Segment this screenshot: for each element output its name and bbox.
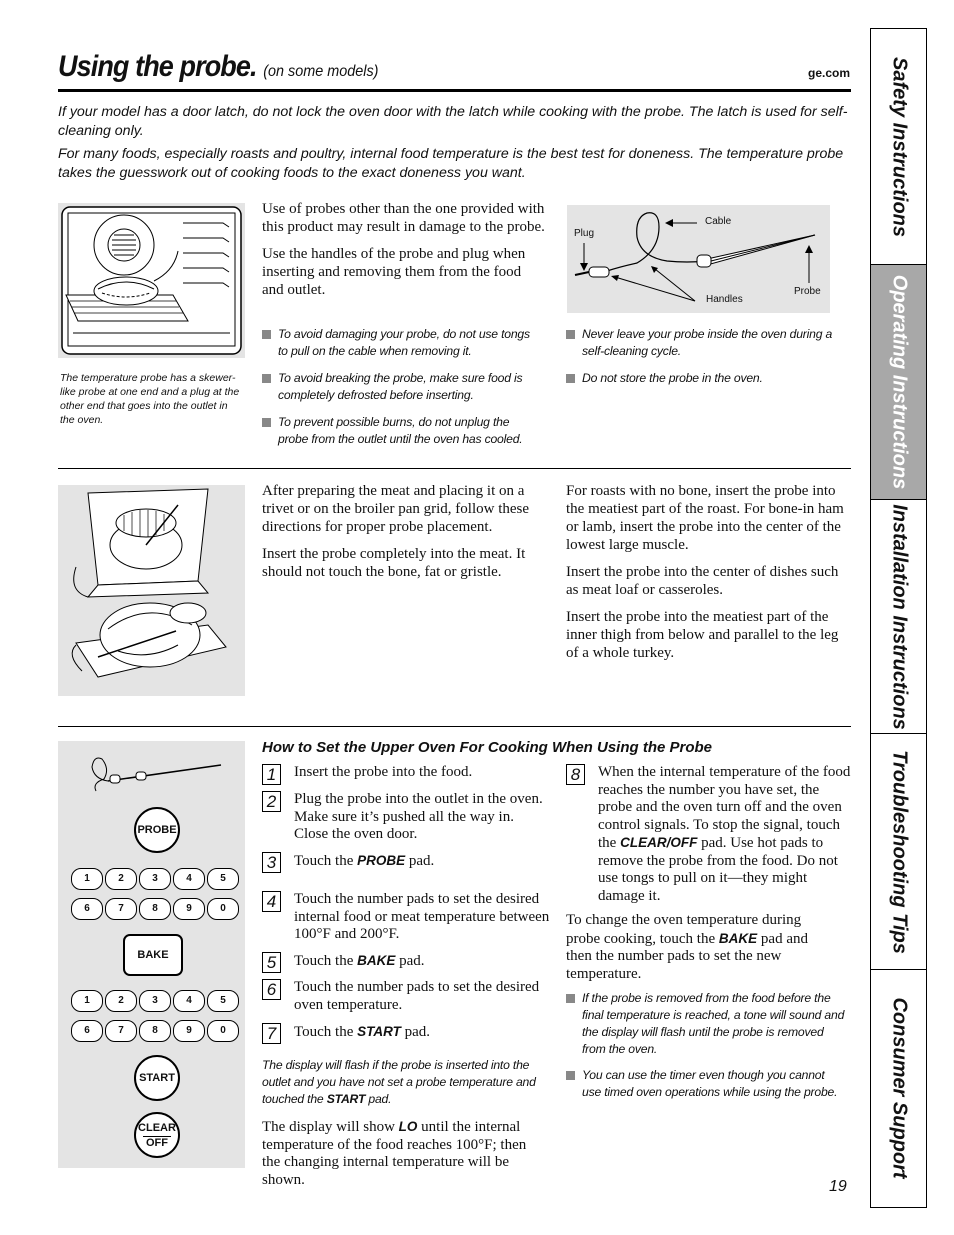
note-self-clean: Never leave your probe inside the oven during a self-cleaning cycle. [566, 326, 846, 360]
roast-paragraph: For roasts with no bone, insert the probe into the meatiest part of the roast. For bone-in ham or lamb, insert the probe into the center of the lowest large muscle. [566, 483, 844, 553]
lo-display-paragraph: The display will show LO until the internal temperature of the food reaches 100°F; then the changing internal temperature will be shown. [262, 1119, 527, 1188]
header-rule [58, 89, 851, 92]
page-number: 19 [829, 1178, 847, 1195]
bake-pad[interactable]: BAKE [123, 934, 183, 976]
step-2: 2 Plug the probe into the outlet in the oven. Make sure it’s pushed all the way in. Close the oven door. [262, 791, 547, 844]
step-number: 4 [262, 891, 281, 912]
step-number: 3 [262, 852, 281, 873]
tab-safety-instructions[interactable]: Safety Instructions [871, 29, 926, 265]
section1-notes-right [566, 326, 846, 396]
section2-divider [58, 726, 851, 727]
pad-2b[interactable]: 2 [105, 990, 137, 1012]
off-label: OFF [146, 1137, 168, 1149]
pad-5b[interactable]: 5 [207, 990, 239, 1012]
note-tongs: To avoid damaging your probe, do not use tongs to pull on the cable when removing it. [262, 326, 542, 360]
page-title: Using the probe. (on some models) [58, 50, 379, 83]
label-probe: Probe [794, 286, 821, 297]
note-store: Do not store the probe in the oven. [566, 370, 846, 387]
side-tabs [870, 28, 927, 1208]
intro-latch: If your model has a door latch, do not lock the oven door with the latch while cooking with the probe. The latch is used for self-cleaning only. [58, 104, 848, 139]
flash-note: The display will flash if the probe is inserted into the outlet and you have not set a probe temperature and touched the START pad. [262, 1058, 536, 1106]
pad-0[interactable]: 0 [207, 898, 239, 920]
pad-6[interactable]: 6 [71, 898, 103, 920]
pad-4[interactable]: 4 [173, 868, 205, 890]
section1-divider [58, 468, 851, 469]
clear-label: CLEAR [138, 1122, 176, 1134]
page-subtitle: (on some models) [263, 63, 379, 80]
pad-1b[interactable]: 1 [71, 990, 103, 1012]
pad-7[interactable]: 7 [105, 898, 137, 920]
note-defrost: To avoid breaking the probe, make sure food is completely defrosted before inserting. [262, 370, 542, 404]
step-number: 1 [262, 764, 281, 785]
label-cable: Cable [705, 216, 732, 227]
pad-5[interactable]: 5 [207, 868, 239, 890]
note-burns: To prevent possible burns, do not unplug the probe from the outlet until the oven has cooled. [262, 414, 542, 448]
section1-notes-left [262, 326, 542, 457]
pad-9b[interactable]: 9 [173, 1020, 205, 1042]
step-8: 8 When the internal temperature of the food reaches the number you have set, the probe and the oven turn off and the oven control signals. To stop the signal, touch the CLEAR/OFF pad. Use hot pads to remove the probe from the food. Do not use tongs to pull on it—they might damage it. [566, 764, 851, 905]
step-number: 8 [566, 764, 585, 785]
section2-col1 [262, 482, 545, 590]
pad-4b[interactable]: 4 [173, 990, 205, 1012]
step-number: 7 [262, 1023, 281, 1044]
step-5: 5 Touch the BAKE pad. [262, 952, 547, 971]
probe-icon [86, 755, 226, 795]
probe-damage-paragraph: Use of probes other than the one provided with this product may result in damage to the probe. [262, 201, 545, 235]
pad-3[interactable]: 3 [139, 868, 171, 890]
site-url[interactable]: ge.com [807, 66, 850, 80]
step-1: 1 Insert the probe into the food. [262, 764, 547, 782]
section3-heading: How to Set the Upper Oven For Cooking When Using the Probe [262, 739, 713, 756]
pad-6b[interactable]: 6 [71, 1020, 103, 1042]
pad-9[interactable]: 9 [173, 898, 205, 920]
step-6: 6 Touch the number pads to set the desired oven temperature. [262, 979, 547, 1014]
meat-placement-illustration [58, 485, 245, 696]
tab-operating-instructions[interactable]: Operating Instructions [871, 265, 926, 500]
section2-col2 [566, 482, 849, 671]
probe-diagram [567, 205, 830, 313]
control-panel-illustration [58, 741, 245, 1168]
probe-pad[interactable]: PROBE [134, 807, 180, 853]
insert-completely-paragraph: Insert the probe completely into the meat. It should not touch the bone, fat or gristle. [262, 546, 526, 580]
step-number: 5 [262, 952, 281, 973]
probe-handles-paragraph: Use the handles of the probe and plug when inserting and removing them from the food and outlet. [262, 246, 526, 298]
pad-7b[interactable]: 7 [105, 1020, 137, 1042]
section3-notes [566, 990, 846, 1110]
tab-consumer-support[interactable]: Consumer Support [888, 997, 910, 1179]
step-number: 2 [262, 791, 281, 812]
start-pad[interactable]: START [134, 1055, 180, 1101]
step-4: 4 Touch the number pads to set the desired internal food or meat temperature between 100°F and 200°F. [262, 891, 552, 944]
probe-caption: The temperature probe has a skewer-like probe at one end and a plug at the other end that goes into the outlet in the oven. [60, 372, 240, 426]
pad-8[interactable]: 8 [139, 898, 171, 920]
intro-doneness: For many foods, especially roasts and poultry, internal food temperature is the best test for doneness. The temperature probe takes the guesswork out of cooking foods to the exact doneness you want. [58, 146, 844, 181]
section1-text [262, 200, 545, 308]
pad-8b[interactable]: 8 [139, 1020, 171, 1042]
tab-troubleshooting-tips[interactable]: Troubleshooting Tips [871, 734, 926, 970]
change-temperature-paragraph: To change the oven temperature during probe cooking, touch the BAKE pad and then the number pads to set the new temperature. [566, 912, 808, 982]
clear-off-pad[interactable] [134, 1112, 180, 1158]
turkey-paragraph: Insert the probe into the meatiest part of the inner thigh from below and parallel to the leg of a whole turkey. [566, 609, 839, 661]
tab-installation-instructions[interactable]: Installation Instructions [871, 500, 926, 734]
note-probe-removed: If the probe is removed from the food before the final temperature is reached, a tone will sound and the display will flash until the probe is removed from the oven. [566, 990, 846, 1058]
casserole-paragraph: Insert the probe into the center of dishes such as meat loaf or casseroles. [566, 564, 839, 598]
pad-0b[interactable]: 0 [207, 1020, 239, 1042]
label-handles: Handles [706, 294, 743, 305]
oven-probe-illustration [58, 203, 245, 358]
note-timer: You can use the timer even though you cannot use timed oven operations while using the probe. [566, 1067, 846, 1101]
step-number: 6 [262, 979, 281, 1000]
pad-1[interactable]: 1 [71, 868, 103, 890]
step-7: 7 Touch the START pad. [262, 1023, 547, 1042]
pad-3b[interactable]: 3 [139, 990, 171, 1012]
placement-paragraph: After preparing the meat and placing it on a trivet or on the broiler pan grid, follow these directions for proper probe placement. [262, 483, 530, 535]
pad-2[interactable]: 2 [105, 868, 137, 890]
step-3: 3 Touch the PROBE pad. [262, 852, 547, 871]
label-plug: Plug [574, 228, 595, 239]
